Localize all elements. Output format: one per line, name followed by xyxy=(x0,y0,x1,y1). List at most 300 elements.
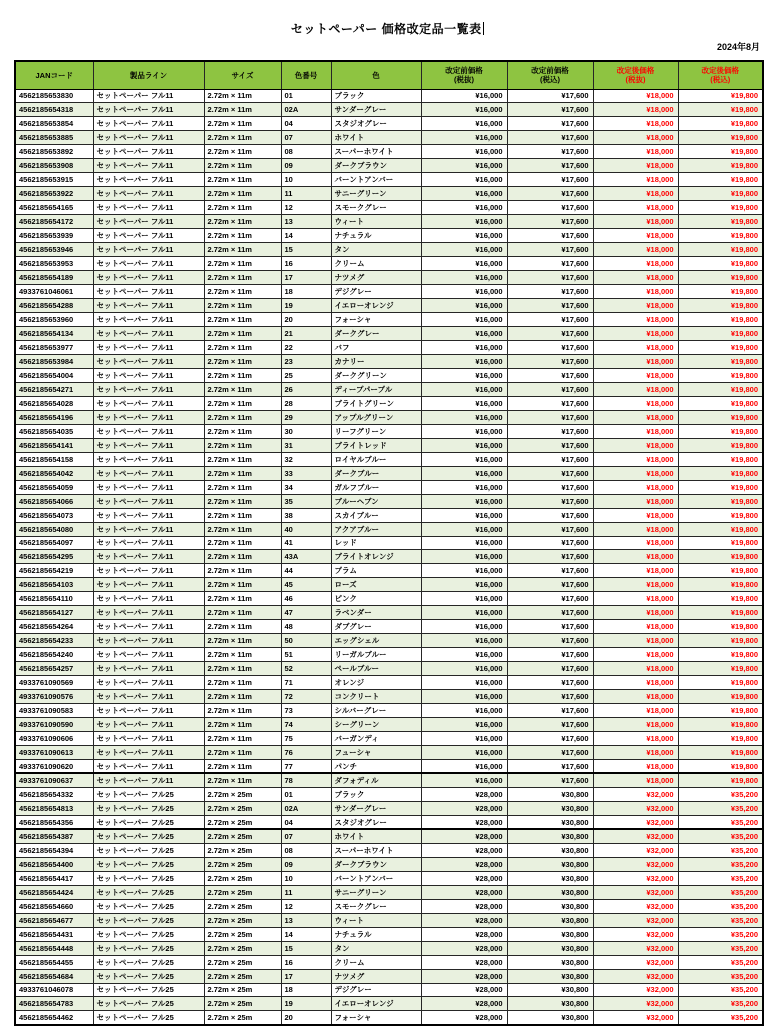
cell-color-number[interactable]: 20 xyxy=(281,1011,331,1025)
cell-product-line[interactable]: セットペーパー フル11 xyxy=(93,494,204,508)
cell-color-number[interactable]: 01 xyxy=(281,787,331,801)
cell-size[interactable]: 2.72m × 11m xyxy=(204,676,281,690)
cell-price-after-ex-tax[interactable]: ¥18,000 xyxy=(593,522,678,536)
cell-product-line[interactable]: セットペーパー フル11 xyxy=(93,313,204,327)
cell-size[interactable]: 2.72m × 11m xyxy=(204,229,281,243)
cell-price-after-inc-tax[interactable]: ¥19,800 xyxy=(678,354,763,368)
cell-price-after-ex-tax[interactable]: ¥18,000 xyxy=(593,187,678,201)
cell-product-line[interactable]: セットペーパー フル11 xyxy=(93,480,204,494)
cell-price-after-ex-tax[interactable]: ¥18,000 xyxy=(593,173,678,187)
cell-price-after-inc-tax[interactable]: ¥35,200 xyxy=(678,843,763,857)
cell-color-name[interactable]: ナツメグ xyxy=(331,969,421,983)
cell-color-name[interactable]: サンダーグレー xyxy=(331,103,421,117)
cell-jan-code[interactable]: 4562185654783 xyxy=(15,997,93,1011)
cell-color-number[interactable]: 07 xyxy=(281,829,331,843)
cell-price-before-inc-tax[interactable]: ¥17,600 xyxy=(507,173,593,187)
cell-color-name[interactable]: オレンジ xyxy=(331,676,421,690)
cell-price-before-inc-tax[interactable]: ¥17,600 xyxy=(507,257,593,271)
cell-size[interactable]: 2.72m × 11m xyxy=(204,424,281,438)
cell-jan-code[interactable]: 4562185654059 xyxy=(15,480,93,494)
cell-price-before-ex-tax[interactable]: ¥16,000 xyxy=(421,704,507,718)
cell-jan-code[interactable]: 4562185653915 xyxy=(15,173,93,187)
cell-color-name[interactable]: ナチュラル xyxy=(331,927,421,941)
cell-price-after-ex-tax[interactable]: ¥18,000 xyxy=(593,606,678,620)
cell-jan-code[interactable]: 4562185654400 xyxy=(15,857,93,871)
cell-price-after-inc-tax[interactable]: ¥19,800 xyxy=(678,522,763,536)
cell-product-line[interactable]: セットペーパー フル25 xyxy=(93,997,204,1011)
cell-price-after-ex-tax[interactable]: ¥32,000 xyxy=(593,787,678,801)
cell-price-after-inc-tax[interactable]: ¥19,800 xyxy=(678,746,763,760)
cell-price-before-ex-tax[interactable]: ¥16,000 xyxy=(421,131,507,145)
cell-size[interactable]: 2.72m × 11m xyxy=(204,243,281,257)
cell-price-before-inc-tax[interactable]: ¥17,600 xyxy=(507,746,593,760)
cell-jan-code[interactable]: 4562185654189 xyxy=(15,271,93,285)
cell-price-after-ex-tax[interactable]: ¥18,000 xyxy=(593,508,678,522)
cell-price-after-inc-tax[interactable]: ¥19,800 xyxy=(678,704,763,718)
cell-price-before-inc-tax[interactable]: ¥17,600 xyxy=(507,550,593,564)
cell-price-after-inc-tax[interactable]: ¥19,800 xyxy=(678,452,763,466)
cell-price-after-inc-tax[interactable]: ¥19,800 xyxy=(678,564,763,578)
cell-jan-code[interactable]: 4562185654141 xyxy=(15,438,93,452)
cell-price-before-ex-tax[interactable]: ¥16,000 xyxy=(421,215,507,229)
cell-size[interactable]: 2.72m × 11m xyxy=(204,117,281,131)
cell-size[interactable]: 2.72m × 25m xyxy=(204,843,281,857)
cell-price-before-inc-tax[interactable]: ¥17,600 xyxy=(507,634,593,648)
cell-price-after-inc-tax[interactable]: ¥19,800 xyxy=(678,257,763,271)
cell-color-number[interactable]: 15 xyxy=(281,243,331,257)
cell-color-name[interactable]: プラム xyxy=(331,564,421,578)
cell-size[interactable]: 2.72m × 11m xyxy=(204,648,281,662)
cell-price-before-ex-tax[interactable]: ¥16,000 xyxy=(421,89,507,103)
cell-jan-code[interactable]: 4562185653922 xyxy=(15,187,93,201)
cell-price-before-inc-tax[interactable]: ¥17,600 xyxy=(507,732,593,746)
cell-jan-code[interactable]: 4562185653892 xyxy=(15,145,93,159)
cell-color-name[interactable]: ダークブラウン xyxy=(331,159,421,173)
cell-price-before-inc-tax[interactable]: ¥30,800 xyxy=(507,913,593,927)
cell-product-line[interactable]: セットペーパー フル11 xyxy=(93,760,204,774)
cell-price-after-ex-tax[interactable]: ¥18,000 xyxy=(593,620,678,634)
cell-price-before-ex-tax[interactable]: ¥16,000 xyxy=(421,410,507,424)
cell-product-line[interactable]: セットペーパー フル11 xyxy=(93,578,204,592)
cell-price-before-inc-tax[interactable]: ¥17,600 xyxy=(507,676,593,690)
cell-product-line[interactable]: セットペーパー フル11 xyxy=(93,620,204,634)
cell-price-before-inc-tax[interactable]: ¥17,600 xyxy=(507,340,593,354)
cell-price-after-ex-tax[interactable]: ¥18,000 xyxy=(593,494,678,508)
cell-color-name[interactable]: ガルフブルー xyxy=(331,480,421,494)
cell-jan-code[interactable]: 4562185654110 xyxy=(15,592,93,606)
cell-jan-code[interactable]: 4562185654288 xyxy=(15,299,93,313)
cell-price-before-inc-tax[interactable]: ¥17,600 xyxy=(507,718,593,732)
cell-color-number[interactable]: 73 xyxy=(281,704,331,718)
cell-price-before-inc-tax[interactable]: ¥17,600 xyxy=(507,424,593,438)
cell-price-after-ex-tax[interactable]: ¥18,000 xyxy=(593,564,678,578)
cell-price-after-ex-tax[interactable]: ¥32,000 xyxy=(593,913,678,927)
cell-size[interactable]: 2.72m × 11m xyxy=(204,257,281,271)
cell-size[interactable]: 2.72m × 11m xyxy=(204,89,281,103)
cell-color-number[interactable]: 15 xyxy=(281,941,331,955)
cell-size[interactable]: 2.72m × 11m xyxy=(204,564,281,578)
cell-price-before-ex-tax[interactable]: ¥16,000 xyxy=(421,648,507,662)
cell-price-after-ex-tax[interactable]: ¥32,000 xyxy=(593,815,678,829)
cell-price-before-ex-tax[interactable]: ¥16,000 xyxy=(421,522,507,536)
cell-jan-code[interactable]: 4933761090576 xyxy=(15,690,93,704)
cell-price-after-inc-tax[interactable]: ¥35,200 xyxy=(678,871,763,885)
cell-size[interactable]: 2.72m × 11m xyxy=(204,592,281,606)
cell-price-after-inc-tax[interactable]: ¥19,800 xyxy=(678,466,763,480)
cell-color-number[interactable]: 76 xyxy=(281,746,331,760)
cell-price-before-ex-tax[interactable]: ¥16,000 xyxy=(421,396,507,410)
cell-color-name[interactable]: デジグレー xyxy=(331,285,421,299)
cell-size[interactable]: 2.72m × 11m xyxy=(204,299,281,313)
cell-price-after-ex-tax[interactable]: ¥32,000 xyxy=(593,829,678,843)
cell-color-name[interactable]: リーフグリーン xyxy=(331,424,421,438)
cell-color-name[interactable]: クリーム xyxy=(331,257,421,271)
cell-price-after-inc-tax[interactable]: ¥19,800 xyxy=(678,690,763,704)
cell-size[interactable]: 2.72m × 11m xyxy=(204,438,281,452)
cell-product-line[interactable]: セットペーパー フル11 xyxy=(93,732,204,746)
cell-size[interactable]: 2.72m × 11m xyxy=(204,215,281,229)
cell-price-after-ex-tax[interactable]: ¥18,000 xyxy=(593,271,678,285)
cell-price-after-inc-tax[interactable]: ¥19,800 xyxy=(678,368,763,382)
cell-price-before-ex-tax[interactable]: ¥16,000 xyxy=(421,299,507,313)
cell-color-name[interactable]: コンクリート xyxy=(331,690,421,704)
cell-price-before-inc-tax[interactable]: ¥17,600 xyxy=(507,760,593,774)
cell-color-name[interactable]: ダブグレー xyxy=(331,620,421,634)
cell-price-before-ex-tax[interactable]: ¥28,000 xyxy=(421,997,507,1011)
cell-price-before-ex-tax[interactable]: ¥16,000 xyxy=(421,690,507,704)
cell-color-name[interactable]: ピンク xyxy=(331,592,421,606)
cell-price-after-inc-tax[interactable]: ¥19,800 xyxy=(678,578,763,592)
cell-jan-code[interactable]: 4933761046061 xyxy=(15,285,93,299)
cell-price-after-inc-tax[interactable]: ¥35,200 xyxy=(678,787,763,801)
cell-product-line[interactable]: セットペーパー フル11 xyxy=(93,396,204,410)
cell-product-line[interactable]: セットペーパー フル11 xyxy=(93,592,204,606)
cell-price-after-inc-tax[interactable]: ¥19,800 xyxy=(678,410,763,424)
cell-price-before-ex-tax[interactable]: ¥16,000 xyxy=(421,257,507,271)
cell-price-before-ex-tax[interactable]: ¥16,000 xyxy=(421,201,507,215)
cell-product-line[interactable]: セットペーパー フル11 xyxy=(93,452,204,466)
cell-color-number[interactable]: 10 xyxy=(281,871,331,885)
cell-jan-code[interactable]: 4562185654424 xyxy=(15,885,93,899)
cell-jan-code[interactable]: 4562185654660 xyxy=(15,899,93,913)
cell-product-line[interactable]: セットペーパー フル25 xyxy=(93,857,204,871)
cell-color-number[interactable]: 46 xyxy=(281,592,331,606)
cell-color-number[interactable]: 12 xyxy=(281,201,331,215)
cell-price-after-inc-tax[interactable]: ¥19,800 xyxy=(678,159,763,173)
cell-size[interactable]: 2.72m × 11m xyxy=(204,746,281,760)
cell-price-before-inc-tax[interactable]: ¥30,800 xyxy=(507,801,593,815)
cell-color-name[interactable]: ロイヤルブルー xyxy=(331,452,421,466)
cell-size[interactable]: 2.72m × 11m xyxy=(204,145,281,159)
cell-price-after-ex-tax[interactable]: ¥18,000 xyxy=(593,550,678,564)
cell-size[interactable]: 2.72m × 11m xyxy=(204,159,281,173)
cell-color-number[interactable]: 02A xyxy=(281,103,331,117)
cell-color-name[interactable]: ナツメグ xyxy=(331,271,421,285)
cell-price-after-ex-tax[interactable]: ¥18,000 xyxy=(593,438,678,452)
cell-jan-code[interactable]: 4562185654813 xyxy=(15,801,93,815)
cell-price-after-inc-tax[interactable]: ¥35,200 xyxy=(678,857,763,871)
cell-color-number[interactable]: 40 xyxy=(281,522,331,536)
cell-color-name[interactable]: フォーシャ xyxy=(331,1011,421,1025)
cell-color-name[interactable]: アクアブルー xyxy=(331,522,421,536)
cell-color-name[interactable]: パンチ xyxy=(331,760,421,774)
cell-color-number[interactable]: 18 xyxy=(281,983,331,997)
cell-price-after-ex-tax[interactable]: ¥18,000 xyxy=(593,704,678,718)
cell-price-after-ex-tax[interactable]: ¥18,000 xyxy=(593,257,678,271)
header-price-before-ex-tax[interactable]: 改定前価格 (税抜) xyxy=(421,61,507,89)
cell-product-line[interactable]: セットペーパー フル11 xyxy=(93,508,204,522)
cell-price-before-inc-tax[interactable]: ¥17,600 xyxy=(507,592,593,606)
cell-color-number[interactable]: 47 xyxy=(281,606,331,620)
cell-color-number[interactable]: 43A xyxy=(281,550,331,564)
cell-price-after-ex-tax[interactable]: ¥18,000 xyxy=(593,299,678,313)
cell-size[interactable]: 2.72m × 25m xyxy=(204,997,281,1011)
cell-price-after-ex-tax[interactable]: ¥18,000 xyxy=(593,340,678,354)
cell-price-after-inc-tax[interactable]: ¥19,800 xyxy=(678,494,763,508)
cell-jan-code[interactable]: 4562185653960 xyxy=(15,313,93,327)
cell-color-name[interactable]: ホワイト xyxy=(331,829,421,843)
cell-price-after-inc-tax[interactable]: ¥19,800 xyxy=(678,201,763,215)
cell-price-before-ex-tax[interactable]: ¥16,000 xyxy=(421,718,507,732)
cell-product-line[interactable]: セットペーパー フル11 xyxy=(93,676,204,690)
cell-jan-code[interactable]: 4562185654073 xyxy=(15,508,93,522)
cell-product-line[interactable]: セットペーパー フル11 xyxy=(93,285,204,299)
cell-color-name[interactable]: エッグシェル xyxy=(331,634,421,648)
cell-price-after-inc-tax[interactable]: ¥35,200 xyxy=(678,815,763,829)
header-size[interactable]: サイズ xyxy=(204,61,281,89)
cell-jan-code[interactable]: 4562185653885 xyxy=(15,131,93,145)
cell-price-before-ex-tax[interactable]: ¥16,000 xyxy=(421,285,507,299)
cell-product-line[interactable]: セットペーパー フル25 xyxy=(93,969,204,983)
cell-price-before-ex-tax[interactable]: ¥28,000 xyxy=(421,801,507,815)
cell-jan-code[interactable]: 4562185654028 xyxy=(15,396,93,410)
cell-color-name[interactable]: シーグリーン xyxy=(331,718,421,732)
cell-color-number[interactable]: 48 xyxy=(281,620,331,634)
cell-price-before-ex-tax[interactable]: ¥28,000 xyxy=(421,983,507,997)
cell-product-line[interactable]: セットペーパー フル25 xyxy=(93,815,204,829)
cell-price-before-ex-tax[interactable]: ¥16,000 xyxy=(421,340,507,354)
cell-price-after-ex-tax[interactable]: ¥18,000 xyxy=(593,452,678,466)
cell-product-line[interactable]: セットペーパー フル11 xyxy=(93,354,204,368)
header-price-before-inc-tax[interactable]: 改定前価格 (税込) xyxy=(507,61,593,89)
cell-size[interactable]: 2.72m × 11m xyxy=(204,690,281,704)
cell-color-number[interactable]: 51 xyxy=(281,648,331,662)
cell-jan-code[interactable]: 4562185654264 xyxy=(15,620,93,634)
cell-color-number[interactable]: 22 xyxy=(281,340,331,354)
cell-price-after-ex-tax[interactable]: ¥18,000 xyxy=(593,159,678,173)
cell-product-line[interactable]: セットペーパー フル25 xyxy=(93,829,204,843)
cell-size[interactable]: 2.72m × 11m xyxy=(204,718,281,732)
cell-price-after-ex-tax[interactable]: ¥32,000 xyxy=(593,969,678,983)
cell-price-before-inc-tax[interactable]: ¥17,600 xyxy=(507,187,593,201)
cell-size[interactable]: 2.72m × 11m xyxy=(204,103,281,117)
cell-jan-code[interactable]: 4562185654066 xyxy=(15,494,93,508)
cell-color-number[interactable]: 71 xyxy=(281,676,331,690)
cell-jan-code[interactable]: 4562185654455 xyxy=(15,955,93,969)
cell-price-after-inc-tax[interactable]: ¥35,200 xyxy=(678,927,763,941)
cell-size[interactable]: 2.72m × 11m xyxy=(204,480,281,494)
cell-price-after-ex-tax[interactable]: ¥32,000 xyxy=(593,885,678,899)
cell-price-after-inc-tax[interactable]: ¥35,200 xyxy=(678,899,763,913)
cell-price-after-ex-tax[interactable]: ¥18,000 xyxy=(593,103,678,117)
cell-price-before-ex-tax[interactable]: ¥16,000 xyxy=(421,382,507,396)
cell-color-name[interactable]: サニーグリーン xyxy=(331,885,421,899)
cell-color-name[interactable]: ラベンダー xyxy=(331,606,421,620)
cell-price-before-inc-tax[interactable]: ¥17,600 xyxy=(507,564,593,578)
cell-color-name[interactable]: ブラック xyxy=(331,787,421,801)
cell-color-number[interactable]: 30 xyxy=(281,424,331,438)
cell-product-line[interactable]: セットペーパー フル11 xyxy=(93,229,204,243)
cell-color-name[interactable]: バフ xyxy=(331,340,421,354)
cell-price-before-inc-tax[interactable]: ¥17,600 xyxy=(507,466,593,480)
cell-price-after-inc-tax[interactable]: ¥19,800 xyxy=(678,438,763,452)
cell-color-name[interactable]: スカイブルー xyxy=(331,508,421,522)
cell-price-before-inc-tax[interactable]: ¥17,600 xyxy=(507,773,593,787)
cell-color-name[interactable]: クリーム xyxy=(331,955,421,969)
cell-size[interactable]: 2.72m × 11m xyxy=(204,760,281,774)
cell-size[interactable]: 2.72m × 11m xyxy=(204,271,281,285)
cell-price-after-ex-tax[interactable]: ¥32,000 xyxy=(593,871,678,885)
cell-color-name[interactable]: ブラック xyxy=(331,89,421,103)
cell-product-line[interactable]: セットペーパー フル11 xyxy=(93,564,204,578)
cell-price-before-inc-tax[interactable]: ¥17,600 xyxy=(507,410,593,424)
cell-color-number[interactable]: 23 xyxy=(281,354,331,368)
cell-jan-code[interactable]: 4562185654387 xyxy=(15,829,93,843)
cell-price-after-inc-tax[interactable]: ¥19,800 xyxy=(678,313,763,327)
cell-color-number[interactable]: 29 xyxy=(281,410,331,424)
cell-price-after-inc-tax[interactable]: ¥19,800 xyxy=(678,634,763,648)
cell-color-number[interactable]: 50 xyxy=(281,634,331,648)
cell-size[interactable]: 2.72m × 25m xyxy=(204,871,281,885)
cell-price-before-ex-tax[interactable]: ¥16,000 xyxy=(421,676,507,690)
cell-product-line[interactable]: セットペーパー フル11 xyxy=(93,145,204,159)
cell-color-number[interactable]: 07 xyxy=(281,131,331,145)
cell-price-after-inc-tax[interactable]: ¥35,200 xyxy=(678,955,763,969)
cell-size[interactable]: 2.72m × 25m xyxy=(204,885,281,899)
cell-price-after-inc-tax[interactable]: ¥19,800 xyxy=(678,299,763,313)
cell-jan-code[interactable]: 4562185653977 xyxy=(15,340,93,354)
cell-price-after-ex-tax[interactable]: ¥32,000 xyxy=(593,983,678,997)
cell-color-number[interactable]: 75 xyxy=(281,732,331,746)
cell-size[interactable]: 2.72m × 11m xyxy=(204,396,281,410)
cell-price-after-inc-tax[interactable]: ¥35,200 xyxy=(678,913,763,927)
cell-price-before-inc-tax[interactable]: ¥17,600 xyxy=(507,522,593,536)
cell-price-before-ex-tax[interactable]: ¥16,000 xyxy=(421,159,507,173)
cell-jan-code[interactable]: 4562185654004 xyxy=(15,368,93,382)
cell-jan-code[interactable]: 4562185653953 xyxy=(15,257,93,271)
cell-price-before-inc-tax[interactable]: ¥17,600 xyxy=(507,243,593,257)
cell-color-name[interactable]: ブライトグリーン xyxy=(331,396,421,410)
cell-price-after-ex-tax[interactable]: ¥18,000 xyxy=(593,131,678,145)
cell-product-line[interactable]: セットペーパー フル11 xyxy=(93,243,204,257)
cell-color-name[interactable]: ブライトオレンジ xyxy=(331,550,421,564)
cell-size[interactable]: 2.72m × 11m xyxy=(204,285,281,299)
cell-price-before-ex-tax[interactable]: ¥16,000 xyxy=(421,466,507,480)
cell-price-before-ex-tax[interactable]: ¥28,000 xyxy=(421,815,507,829)
cell-color-number[interactable]: 02A xyxy=(281,801,331,815)
cell-color-number[interactable]: 11 xyxy=(281,885,331,899)
cell-color-number[interactable]: 77 xyxy=(281,760,331,774)
cell-price-after-inc-tax[interactable]: ¥35,200 xyxy=(678,997,763,1011)
cell-jan-code[interactable]: 4933761090613 xyxy=(15,746,93,760)
cell-product-line[interactable]: セットペーパー フル25 xyxy=(93,983,204,997)
cell-price-before-inc-tax[interactable]: ¥17,600 xyxy=(507,480,593,494)
cell-product-line[interactable]: セットペーパー フル11 xyxy=(93,368,204,382)
cell-product-line[interactable]: セットペーパー フル25 xyxy=(93,885,204,899)
cell-price-after-inc-tax[interactable]: ¥19,800 xyxy=(678,606,763,620)
cell-jan-code[interactable]: 4933761090583 xyxy=(15,704,93,718)
cell-color-name[interactable]: バーントアンバー xyxy=(331,871,421,885)
cell-price-after-inc-tax[interactable]: ¥19,800 xyxy=(678,173,763,187)
cell-color-number[interactable]: 21 xyxy=(281,326,331,340)
cell-color-name[interactable]: ダフォディル xyxy=(331,773,421,787)
cell-price-before-inc-tax[interactable]: ¥17,600 xyxy=(507,494,593,508)
cell-color-number[interactable]: 14 xyxy=(281,229,331,243)
cell-price-after-ex-tax[interactable]: ¥18,000 xyxy=(593,592,678,606)
header-color-name[interactable]: 色 xyxy=(331,61,421,89)
cell-size[interactable]: 2.72m × 11m xyxy=(204,578,281,592)
cell-price-before-inc-tax[interactable]: ¥30,800 xyxy=(507,983,593,997)
cell-size[interactable]: 2.72m × 25m xyxy=(204,969,281,983)
cell-color-name[interactable]: シルバーグレー xyxy=(331,704,421,718)
cell-color-name[interactable]: ブルーヘブン xyxy=(331,494,421,508)
cell-price-after-ex-tax[interactable]: ¥32,000 xyxy=(593,857,678,871)
cell-color-number[interactable]: 12 xyxy=(281,899,331,913)
cell-price-after-ex-tax[interactable]: ¥18,000 xyxy=(593,243,678,257)
cell-price-after-inc-tax[interactable]: ¥19,800 xyxy=(678,89,763,103)
cell-price-before-ex-tax[interactable]: ¥16,000 xyxy=(421,368,507,382)
cell-size[interactable]: 2.72m × 11m xyxy=(204,494,281,508)
cell-price-before-inc-tax[interactable]: ¥17,600 xyxy=(507,89,593,103)
cell-price-before-ex-tax[interactable]: ¥16,000 xyxy=(421,117,507,131)
cell-jan-code[interactable]: 4562185654318 xyxy=(15,103,93,117)
cell-price-before-inc-tax[interactable]: ¥17,600 xyxy=(507,313,593,327)
cell-product-line[interactable]: セットペーパー フル25 xyxy=(93,955,204,969)
cell-color-name[interactable]: ホワイト xyxy=(331,131,421,145)
cell-price-before-ex-tax[interactable]: ¥28,000 xyxy=(421,955,507,969)
cell-jan-code[interactable]: 4933761090606 xyxy=(15,732,93,746)
cell-price-after-inc-tax[interactable]: ¥19,800 xyxy=(678,131,763,145)
cell-product-line[interactable]: セットペーパー フル11 xyxy=(93,215,204,229)
cell-jan-code[interactable]: 4933761090569 xyxy=(15,676,93,690)
cell-product-line[interactable]: セットペーパー フル25 xyxy=(93,913,204,927)
cell-price-before-ex-tax[interactable]: ¥16,000 xyxy=(421,564,507,578)
cell-price-before-inc-tax[interactable]: ¥30,800 xyxy=(507,885,593,899)
cell-price-after-ex-tax[interactable]: ¥18,000 xyxy=(593,690,678,704)
cell-color-number[interactable]: 34 xyxy=(281,480,331,494)
cell-price-before-ex-tax[interactable]: ¥16,000 xyxy=(421,760,507,774)
cell-price-after-inc-tax[interactable]: ¥19,800 xyxy=(678,229,763,243)
cell-product-line[interactable]: セットペーパー フル11 xyxy=(93,340,204,354)
cell-price-before-inc-tax[interactable]: ¥17,600 xyxy=(507,131,593,145)
cell-price-before-inc-tax[interactable]: ¥17,600 xyxy=(507,690,593,704)
cell-color-name[interactable]: レッド xyxy=(331,536,421,550)
cell-color-name[interactable]: ウィート xyxy=(331,215,421,229)
cell-product-line[interactable]: セットペーパー フル11 xyxy=(93,704,204,718)
cell-price-after-inc-tax[interactable]: ¥19,800 xyxy=(678,620,763,634)
cell-jan-code[interactable]: 4562185654417 xyxy=(15,871,93,885)
cell-price-after-inc-tax[interactable]: ¥19,800 xyxy=(678,103,763,117)
cell-color-name[interactable]: イエローオレンジ xyxy=(331,299,421,313)
cell-price-after-ex-tax[interactable]: ¥32,000 xyxy=(593,941,678,955)
cell-size[interactable]: 2.72m × 25m xyxy=(204,955,281,969)
cell-jan-code[interactable]: 4933761046078 xyxy=(15,983,93,997)
cell-color-number[interactable]: 17 xyxy=(281,969,331,983)
cell-color-name[interactable]: スタジオグレー xyxy=(331,117,421,131)
cell-price-after-ex-tax[interactable]: ¥18,000 xyxy=(593,648,678,662)
cell-price-before-ex-tax[interactable]: ¥16,000 xyxy=(421,187,507,201)
cell-product-line[interactable]: セットペーパー フル25 xyxy=(93,843,204,857)
